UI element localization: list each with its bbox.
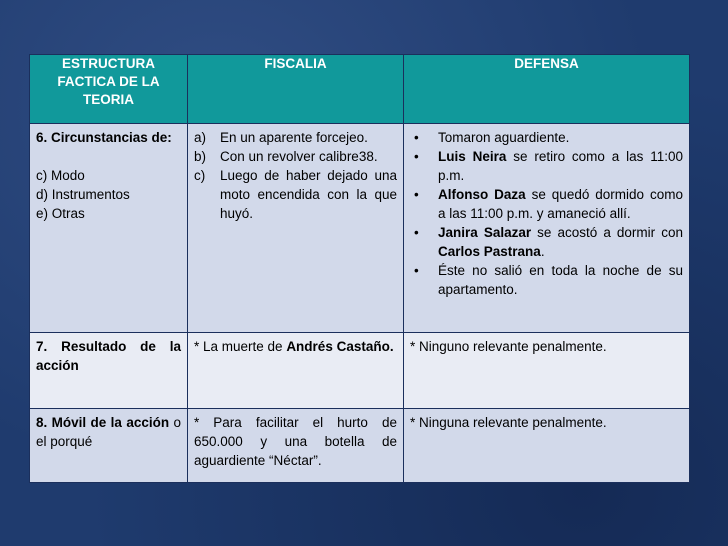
row1-sub-modo: c) Modo <box>36 168 85 183</box>
row2-title: 7. Resultado de la acción <box>36 339 181 373</box>
list-item: • Luis Neira se retiro como a las 11:00 p.m. <box>410 147 683 185</box>
row3-title: 8. Móvil de la acción <box>36 415 170 430</box>
defensa-list <box>410 128 683 299</box>
row1-structure-cell <box>30 124 188 333</box>
list-item: a) En un aparente forcejeo. <box>194 130 368 145</box>
bullet-icon: • <box>414 130 419 145</box>
row1-defensa-cell <box>404 124 690 333</box>
list-item: b) Con un revolver calibre38. <box>194 149 378 164</box>
list-item: c) Luego de haber dejado una moto encendida con la que huyó. <box>194 168 397 221</box>
row3-fiscalia-cell: * Para facilitar el hurto de 650.000 y una botella de aguardiente “Néctar”. <box>188 409 404 483</box>
table-row <box>30 409 690 483</box>
row1-fiscalia-cell <box>188 124 404 333</box>
fiscalia-list <box>194 128 397 223</box>
table-header-row <box>30 55 690 124</box>
row1-title: 6. Circunstancias de: <box>36 130 172 145</box>
list-item: • Alfonso Daza se quedó dormido como a las 11:00 p.m. y amaneció allí. <box>410 185 683 223</box>
table-row <box>30 124 690 333</box>
list-item: • Janira Salazar se acostó a dormir con Carlos Pastrana. <box>410 223 683 261</box>
bullet-icon: • <box>414 149 419 164</box>
row2-fiscalia-cell: * La muerte de Andrés Castaño. <box>188 333 404 409</box>
facts-table <box>29 54 690 483</box>
header-defensa: DEFENSA <box>404 55 690 124</box>
list-item: • Tomaron aguardiente. <box>410 128 683 147</box>
bullet-icon: • <box>414 187 419 202</box>
row3-defensa-cell: * Ninguna relevante penalmente. <box>404 409 690 483</box>
list-item: • Éste no salió en toda la noche de su apartamento. <box>410 261 683 299</box>
row1-sub-otras: e) Otras <box>36 206 85 221</box>
row3-structure-cell: 8. Móvil de la acción o el porqué <box>30 409 188 483</box>
table-row <box>30 333 690 409</box>
bullet-icon: • <box>414 263 419 278</box>
row1-sub-instrumentos: d) Instrumentos <box>36 187 130 202</box>
row2-defensa-cell: * Ninguno relevante penalmente. <box>404 333 690 409</box>
row2-structure-cell <box>30 333 188 409</box>
header-fiscalia: FISCALIA <box>188 55 404 124</box>
header-estructura: ESTRUCTURA FACTICA DE LA TEORIA <box>30 55 188 124</box>
bullet-icon: • <box>414 225 419 240</box>
